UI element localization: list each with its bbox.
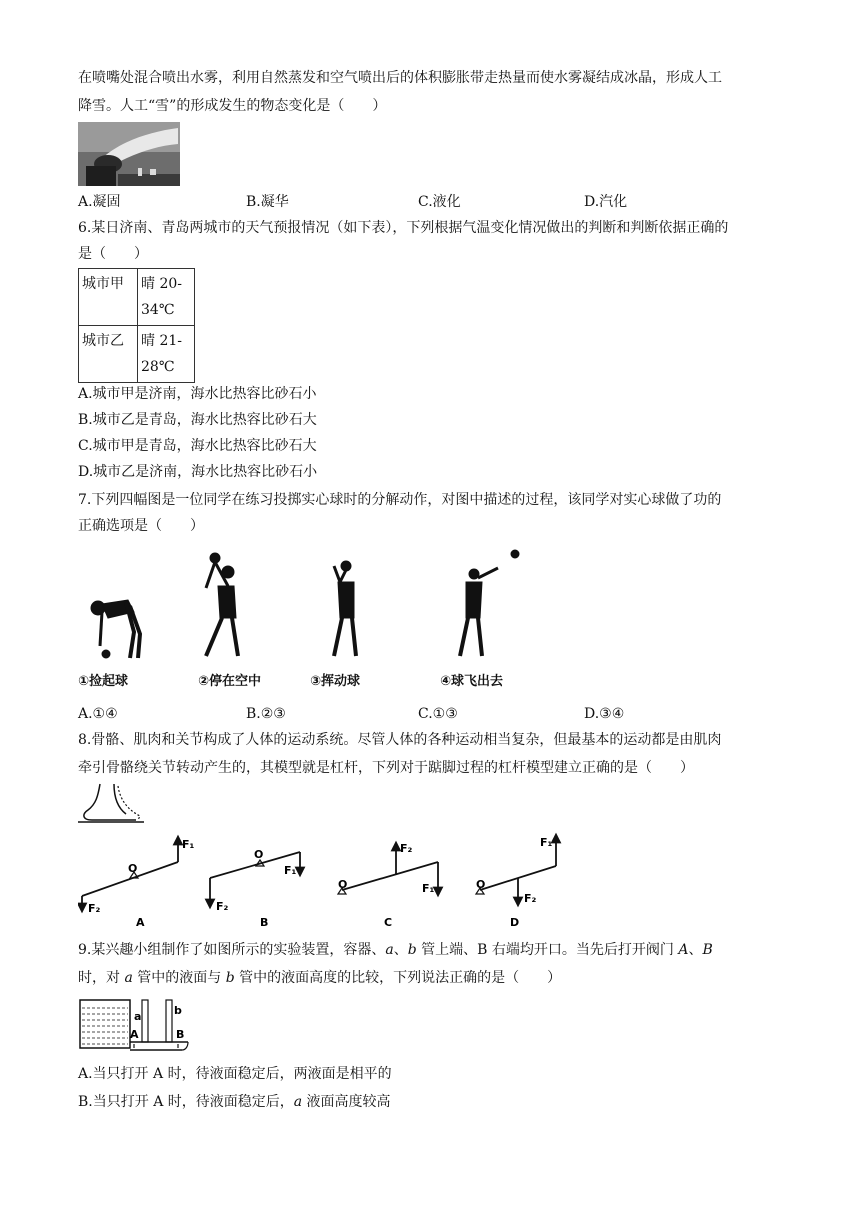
tube-b-ref: b — [407, 942, 417, 958]
caption-hold: ②停在空中 — [198, 674, 262, 689]
q9-stem-line1 — [78, 940, 713, 960]
force-label: F₁ — [284, 864, 297, 877]
valve-a-ref: A — [678, 942, 689, 958]
q9-text: 、 — [688, 942, 703, 958]
q9-stem-line2 — [78, 968, 561, 988]
q9-text: 时，对 — [78, 970, 125, 986]
q6-stem-line1: 6.某日济南、青岛两城市的天气预报情况（如下表），下列根据气温变化情况做出的判断和判断依据正确的 — [78, 220, 729, 236]
tube-a-label: a — [134, 1010, 142, 1023]
force-label: F₂ — [400, 842, 413, 855]
pivot-label: O — [338, 878, 348, 891]
weather-cell — [138, 269, 195, 326]
tube-b-label: b — [174, 1004, 182, 1017]
container-apparatus-figure — [78, 996, 192, 1058]
q7-option-a: A.①④ — [78, 706, 118, 722]
q7-option-d: D.③④ — [584, 706, 625, 722]
tube-a-ref: a — [124, 970, 133, 986]
hold-figure — [206, 553, 238, 656]
q5-option-d: D.汽化 — [584, 194, 628, 210]
pivot-label: O — [476, 878, 486, 891]
weather-text-1: 晴 21- — [141, 333, 182, 349]
q9-text: 管上端、B 右端均开口。当先后打开阀门 — [416, 942, 679, 958]
q6-stem-line2: 是（ ） — [78, 246, 148, 262]
foot-tiptoe-figure — [78, 782, 144, 824]
force-label: F₂ — [524, 892, 537, 905]
tube-a-ref: a — [385, 942, 394, 958]
q6-option-a: A.城市甲是济南，海水比热容比砂石小 — [78, 386, 317, 402]
q9-option-a: A.当只打开 A 时，待液面稳定后，两液面是相平的 — [78, 1066, 392, 1082]
valve-a-label: A — [130, 1028, 139, 1041]
table-row — [79, 269, 195, 326]
snow-cannon-photo — [78, 122, 180, 186]
q6-option-d: D.城市乙是济南，海水比热容比砂石小 — [78, 464, 318, 480]
city-cell: 城市甲 — [79, 269, 138, 326]
q5-option-b: B.凝华 — [246, 194, 289, 210]
table-row — [79, 326, 195, 383]
tube-b-ref: b — [225, 970, 235, 986]
q5-stem-line2: 降雪。人工“雪”的形成发生的物态变化是（ ） — [78, 98, 387, 114]
valve-b-label: B — [176, 1028, 185, 1041]
force-label: F₁ — [540, 836, 553, 849]
q8-stem-line2: 牵引骨骼绕关节转动产生的，其模型就是杠杆，下列对于踮脚过程的杠杆模型建立正确的是（ ） — [78, 760, 694, 776]
q7-stem-line2: 正确选项是（ ） — [78, 518, 204, 534]
q5-option-c: C.液化 — [418, 194, 461, 210]
q9-option-b — [78, 1092, 391, 1112]
q7-stem-line1: 7.下列四幅图是一位同学在练习投掷实心球时的分解动作，对图中描述的过程，该同学对实心球做了功的 — [78, 492, 722, 508]
city-cell: 城市乙 — [79, 326, 138, 383]
lever-models-figure — [78, 832, 578, 928]
q9-text: 、 — [393, 942, 408, 958]
force-label: F₁ — [422, 882, 435, 895]
pivot-label: O — [254, 848, 264, 861]
weather-table — [78, 268, 195, 383]
weather-text-2: 28℃ — [141, 359, 175, 375]
weather-text-1: 晴 20- — [141, 276, 182, 292]
caption-swing: ③挥动球 — [310, 674, 361, 689]
option-label: D — [510, 916, 520, 928]
throw-figure — [460, 550, 519, 656]
force-label: F₂ — [216, 900, 229, 913]
pickup-figure — [91, 600, 140, 658]
q9-text: 管中的液面与 — [132, 970, 226, 986]
force-label: F₂ — [88, 902, 101, 915]
swing-figure — [334, 561, 356, 656]
q5-option-a: A.凝固 — [78, 194, 121, 210]
caption-pickup: ①捡起球 — [78, 674, 129, 689]
option-label: A — [136, 916, 145, 928]
q7-option-c: C.①③ — [418, 706, 458, 722]
weather-cell — [138, 326, 195, 383]
q9-text: 管中的液面高度的比较，下列说法正确的是（ ） — [234, 970, 562, 986]
option-label: B — [260, 916, 269, 928]
option-label: C — [384, 916, 393, 928]
q8-stem-line1: 8.骨骼、肌肉和关节构成了人体的运动系统。尽管人体的各种运动相当复杂，但最基本的运动都是由肌肉 — [78, 732, 722, 748]
q9-text: 9.某兴趣小组制作了如图所示的实验装置，容器、 — [78, 942, 386, 958]
q9-text: B.当只打开 A 时，待液面稳定后， — [78, 1094, 294, 1110]
q6-option-b: B.城市乙是青岛，海水比热容比砂石大 — [78, 412, 317, 428]
valve-b-ref: B — [702, 942, 713, 958]
q9-text: 液面高度较高 — [302, 1094, 391, 1110]
weather-text-2: 34℃ — [141, 302, 175, 318]
q5-stem-line1: 在喷嘴处混合喷出水雾，利用自然蒸发和空气喷出后的体积膨胀带走热量而使水雾凝结成冰晶，形成人工 — [78, 70, 722, 86]
pivot-label: O — [128, 862, 138, 875]
tube-a-ref: a — [293, 1094, 303, 1110]
caption-throw: ④球飞出去 — [440, 674, 504, 689]
force-label: F₁ — [182, 838, 195, 851]
q7-option-b: B.②③ — [246, 706, 286, 722]
q6-option-c: C.城市甲是青岛，海水比热容比砂石大 — [78, 438, 317, 454]
